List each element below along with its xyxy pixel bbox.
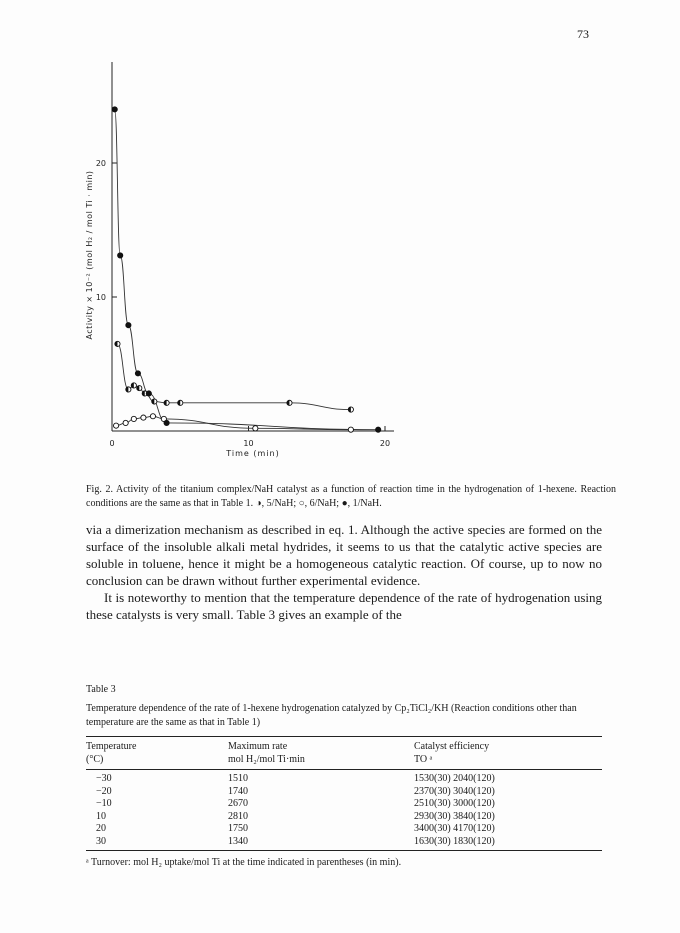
body-text xyxy=(86,521,602,623)
table-row xyxy=(86,770,602,786)
y-tick-label: 20 xyxy=(95,159,106,168)
data-point-filled xyxy=(112,107,117,112)
table-row xyxy=(86,798,602,811)
page-number: 73 xyxy=(577,27,589,41)
data-point-filled xyxy=(164,420,169,425)
rate-cell: 1750 xyxy=(228,823,248,834)
rate-cell: 1510 xyxy=(228,773,248,784)
column-header: Maximum rate xyxy=(228,741,288,752)
rate-cell: 1740 xyxy=(228,785,248,797)
data-point-half-filled xyxy=(115,341,120,346)
table-row xyxy=(86,823,602,836)
x-axis-label: Time (min) xyxy=(226,449,280,458)
data-point-half-filled xyxy=(137,386,142,391)
table-3 xyxy=(86,684,616,868)
data-point-open xyxy=(141,415,146,420)
data-point-filled xyxy=(135,371,140,376)
temperature-cell: 30 xyxy=(96,835,106,847)
efficiency-cell: 2510(30) 3000(120) xyxy=(414,798,495,809)
data-table xyxy=(86,736,602,851)
data-point-half-filled xyxy=(164,400,169,405)
rate-cell: 1340 xyxy=(228,835,248,847)
data-point-filled xyxy=(118,253,123,258)
figure-caption: Fig. 2. Activity of the titanium complex/NaH catalyst as a function of reaction time in the hydrogenation of 1-hexene. Reaction conditions are the same as that in Table 1. ◑, 5/NaH; ○, 6/NaH; ●, 1/NaH. xyxy=(86,484,616,509)
data-point-open xyxy=(113,423,118,428)
column-header: Temperature xyxy=(86,741,137,752)
data-point-open xyxy=(348,427,353,432)
x-tick-label: 10 xyxy=(243,439,254,448)
data-point-filled xyxy=(126,323,131,328)
data-point-half-filled xyxy=(152,399,157,404)
data-point-half-filled xyxy=(126,387,131,392)
data-point-half-filled xyxy=(178,400,183,405)
table-label: Table 3 xyxy=(86,684,116,695)
chart-ticks xyxy=(96,159,390,448)
data-point-half-filled xyxy=(287,400,292,405)
column-header-unit: TO ᵃ xyxy=(414,754,433,765)
chart-axes xyxy=(112,62,394,431)
temperature-cell: −30 xyxy=(96,773,112,784)
temperature-cell: −20 xyxy=(96,785,112,797)
table-caption: Temperature dependence of the rate of 1-hexene hydrogenation catalyzed by Cp₂TiCl₂/KH (Reaction conditions other than temperature are the same as that in Table 1) xyxy=(86,703,577,728)
table-footnote: ᵃ Turnover: mol H₂ uptake/mol Ti at the time indicated in parentheses (in min). xyxy=(86,857,402,868)
data-points xyxy=(112,107,381,432)
rate-cell: 2810 xyxy=(228,810,248,822)
efficiency-cell: 2370(30) 3040(120) xyxy=(414,785,495,797)
x-tick-label: 0 xyxy=(109,439,115,448)
data-point-open xyxy=(123,420,128,425)
x-tick-label: 20 xyxy=(379,439,391,448)
efficiency-cell: 3400(30) 4170(120) xyxy=(414,823,495,834)
data-point-half-filled xyxy=(131,383,136,388)
data-point-open xyxy=(253,426,258,431)
paragraph: via a dimerization mechanism as described in eq. 1. Although the active species are formed on the surface of the insoluble alkali metal hydrides, it seems to us that the catalytic active species are soluble in toluene, hence it might be a homogeneous catalytic reaction. Of course, up to now no conclusion can be drawn without further experimental evidence. xyxy=(86,522,602,588)
data-point-open xyxy=(131,416,136,421)
table-row xyxy=(86,836,602,851)
data-point-half-filled xyxy=(348,407,353,412)
column-header-unit: (°C) xyxy=(86,754,104,765)
temperature-cell: 20 xyxy=(96,823,106,834)
y-tick-label: 10 xyxy=(95,293,106,302)
temperature-cell: 10 xyxy=(96,810,106,822)
rate-cell: 2670 xyxy=(228,798,248,809)
fitted-curve xyxy=(115,109,378,429)
efficiency-cell: 1630(30) 1830(120) xyxy=(414,835,495,847)
efficiency-cell: 1530(30) 2040(120) xyxy=(414,773,495,784)
data-point-open xyxy=(150,414,155,419)
column-header-unit: mol H₂/mol Ti·min xyxy=(228,754,305,765)
table-row xyxy=(86,811,602,824)
data-point-filled xyxy=(146,391,151,396)
efficiency-cell: 2930(30) 3840(120) xyxy=(414,810,495,822)
temperature-cell: −10 xyxy=(96,798,112,809)
column-header: Catalyst efficiency xyxy=(414,741,490,752)
paragraph: It is noteworthy to mention that the temperature dependence of the rate of hydrogenation using these catalysts is very small. Table 3 gives an example of the xyxy=(86,590,602,622)
table-row xyxy=(86,786,602,799)
fitted-curves xyxy=(115,109,378,429)
y-axis-label: Activity × 10⁻² (mol H₂ / mol Ti · min) xyxy=(85,170,94,340)
data-point-filled xyxy=(376,427,381,432)
